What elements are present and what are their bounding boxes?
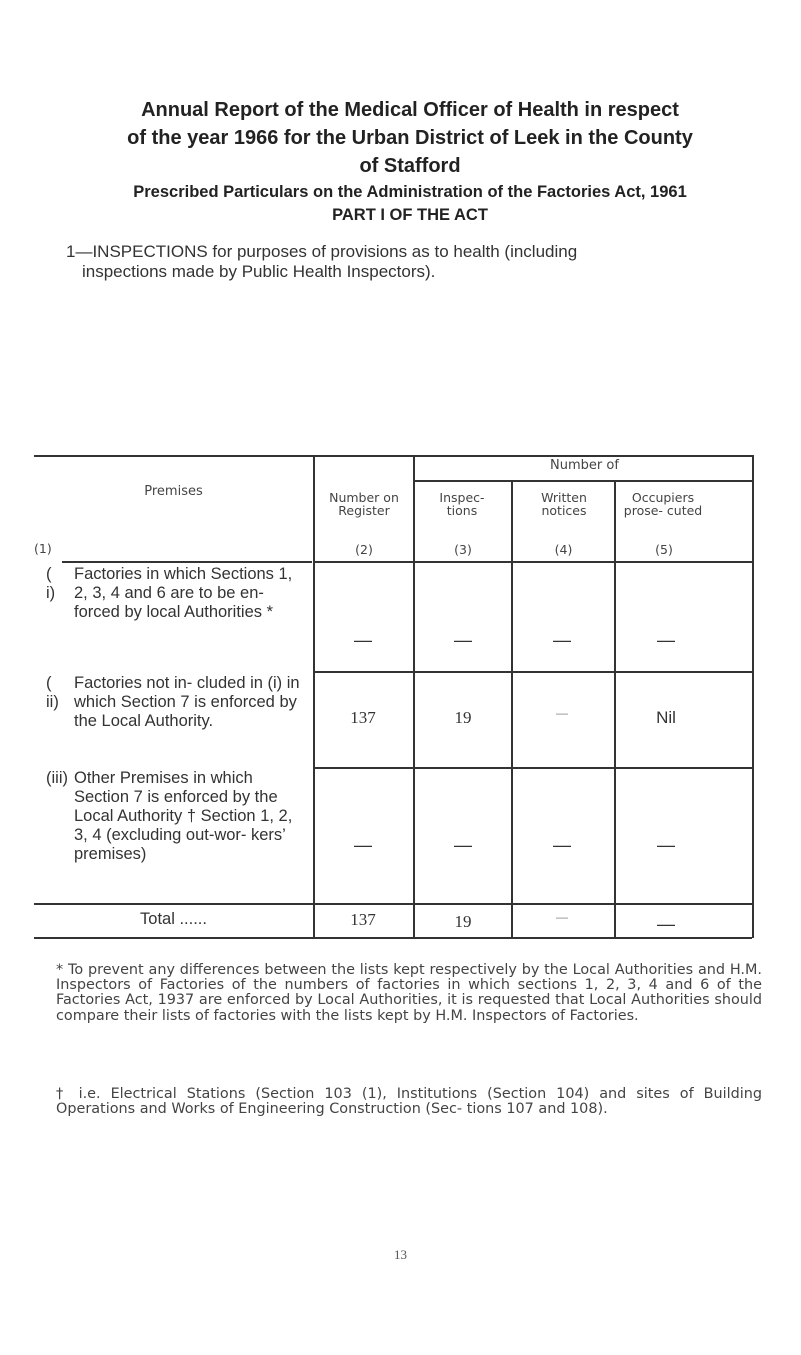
notices-header: Written notices bbox=[541, 490, 587, 518]
footnote-dagger: † i.e. Electrical Stations (Section 103 (1), Institutions (Section 104) and sites of Building Operations and Works of Engineering Construction (Sec- tions 107 and 108). bbox=[56, 1086, 762, 1118]
row-2-notices: — bbox=[556, 706, 568, 720]
row-number: ( i) bbox=[46, 565, 56, 602]
table-right-rule bbox=[752, 455, 754, 938]
total-register: 137 bbox=[350, 910, 376, 929]
footnote-star: * To prevent any differences between the lists kept respectively by the Local Authorities and H.M. Inspectors of Factories of the numbers of factories in which sections 1, 2, 3, 4 and 6 of the Factories Act, 1937 are enforced by Local Authorities, it is requested that Local Authorities should compare their lists of factories with the lists kept by H.M. Inspectors of Factories. bbox=[56, 962, 762, 1024]
inspections-col-number: (3) bbox=[454, 542, 472, 557]
row-description: Factories not in- cluded in (i) in which Section 7 is enforced by the Local Authority. bbox=[74, 674, 300, 730]
col-divider-1 bbox=[313, 455, 315, 938]
col-divider-2 bbox=[413, 455, 415, 938]
inspections-header: Inspec- tions bbox=[439, 490, 485, 518]
premises-col-number: (1) bbox=[34, 541, 52, 556]
row-number: ( ii) bbox=[46, 674, 59, 711]
row-3-inspections: — bbox=[454, 835, 472, 855]
report-title-line-1: Annual Report of the Medical Officer of Health in respect bbox=[141, 99, 679, 121]
row-1-rule bbox=[314, 671, 754, 673]
row-1-inspections: — bbox=[454, 630, 472, 650]
prosecuted-header: Occupiers prose- cuted bbox=[623, 490, 703, 518]
row-1-prosecuted: — bbox=[657, 630, 675, 650]
total-prosecuted: — bbox=[657, 914, 675, 934]
number-of-header: Number of bbox=[550, 458, 619, 473]
notices-col-number: (4) bbox=[554, 542, 573, 557]
premises-header: Premises bbox=[144, 484, 203, 499]
register-col-number: (2) bbox=[355, 542, 373, 557]
page-number: 13 bbox=[394, 1247, 407, 1262]
table-bottom-rule bbox=[34, 937, 752, 939]
intro-line-1: 1—INSPECTIONS for purposes of provisions as to health (including bbox=[66, 242, 578, 261]
row-2-rule bbox=[314, 767, 754, 769]
row-3-register: — bbox=[354, 835, 372, 855]
header-bottom-rule bbox=[314, 561, 754, 563]
table-top-rule bbox=[34, 455, 754, 457]
section-subtitle: Prescribed Particulars on the Administration of the Factories Act, 1961 bbox=[133, 183, 687, 201]
row-3-notices: — bbox=[553, 835, 571, 855]
intro-line-2: inspections made by Public Health Inspectors). bbox=[82, 262, 436, 281]
prosecuted-col-number: (5) bbox=[655, 542, 673, 557]
premises-header-rule bbox=[62, 561, 312, 563]
row-2-inspections: 19 bbox=[454, 708, 472, 727]
total-label: Total ...... bbox=[140, 910, 207, 928]
row-3-prosecuted: — bbox=[657, 835, 675, 855]
row-1-notices: — bbox=[553, 630, 571, 650]
row-2-register: 137 bbox=[350, 708, 376, 727]
row-description: Other Premises in which Section 7 is enforced by the Local Authority † Section 1, 2, 3, 4 (excluding out-wor- kers’ premises) bbox=[74, 769, 293, 863]
row-number: (iii) bbox=[46, 769, 68, 787]
row-description: Factories in which Sections 1, 2, 3, 4 and 6 are to be en- forced by local Authorities * bbox=[74, 565, 293, 621]
row-1-register: — bbox=[354, 630, 372, 650]
row-2-prosecuted: Nil bbox=[656, 708, 676, 727]
number-of-rule bbox=[413, 480, 754, 482]
report-title-line-3: of Stafford bbox=[359, 155, 461, 177]
report-title-line-2: of the year 1966 for the Urban District of Leek in the County bbox=[127, 127, 693, 149]
total-notices: — bbox=[556, 910, 568, 924]
total-top-rule bbox=[34, 903, 754, 905]
register-header: Number on Register bbox=[329, 490, 399, 518]
total-inspections: 19 bbox=[454, 912, 472, 931]
part-heading: PART I OF THE ACT bbox=[332, 206, 488, 224]
